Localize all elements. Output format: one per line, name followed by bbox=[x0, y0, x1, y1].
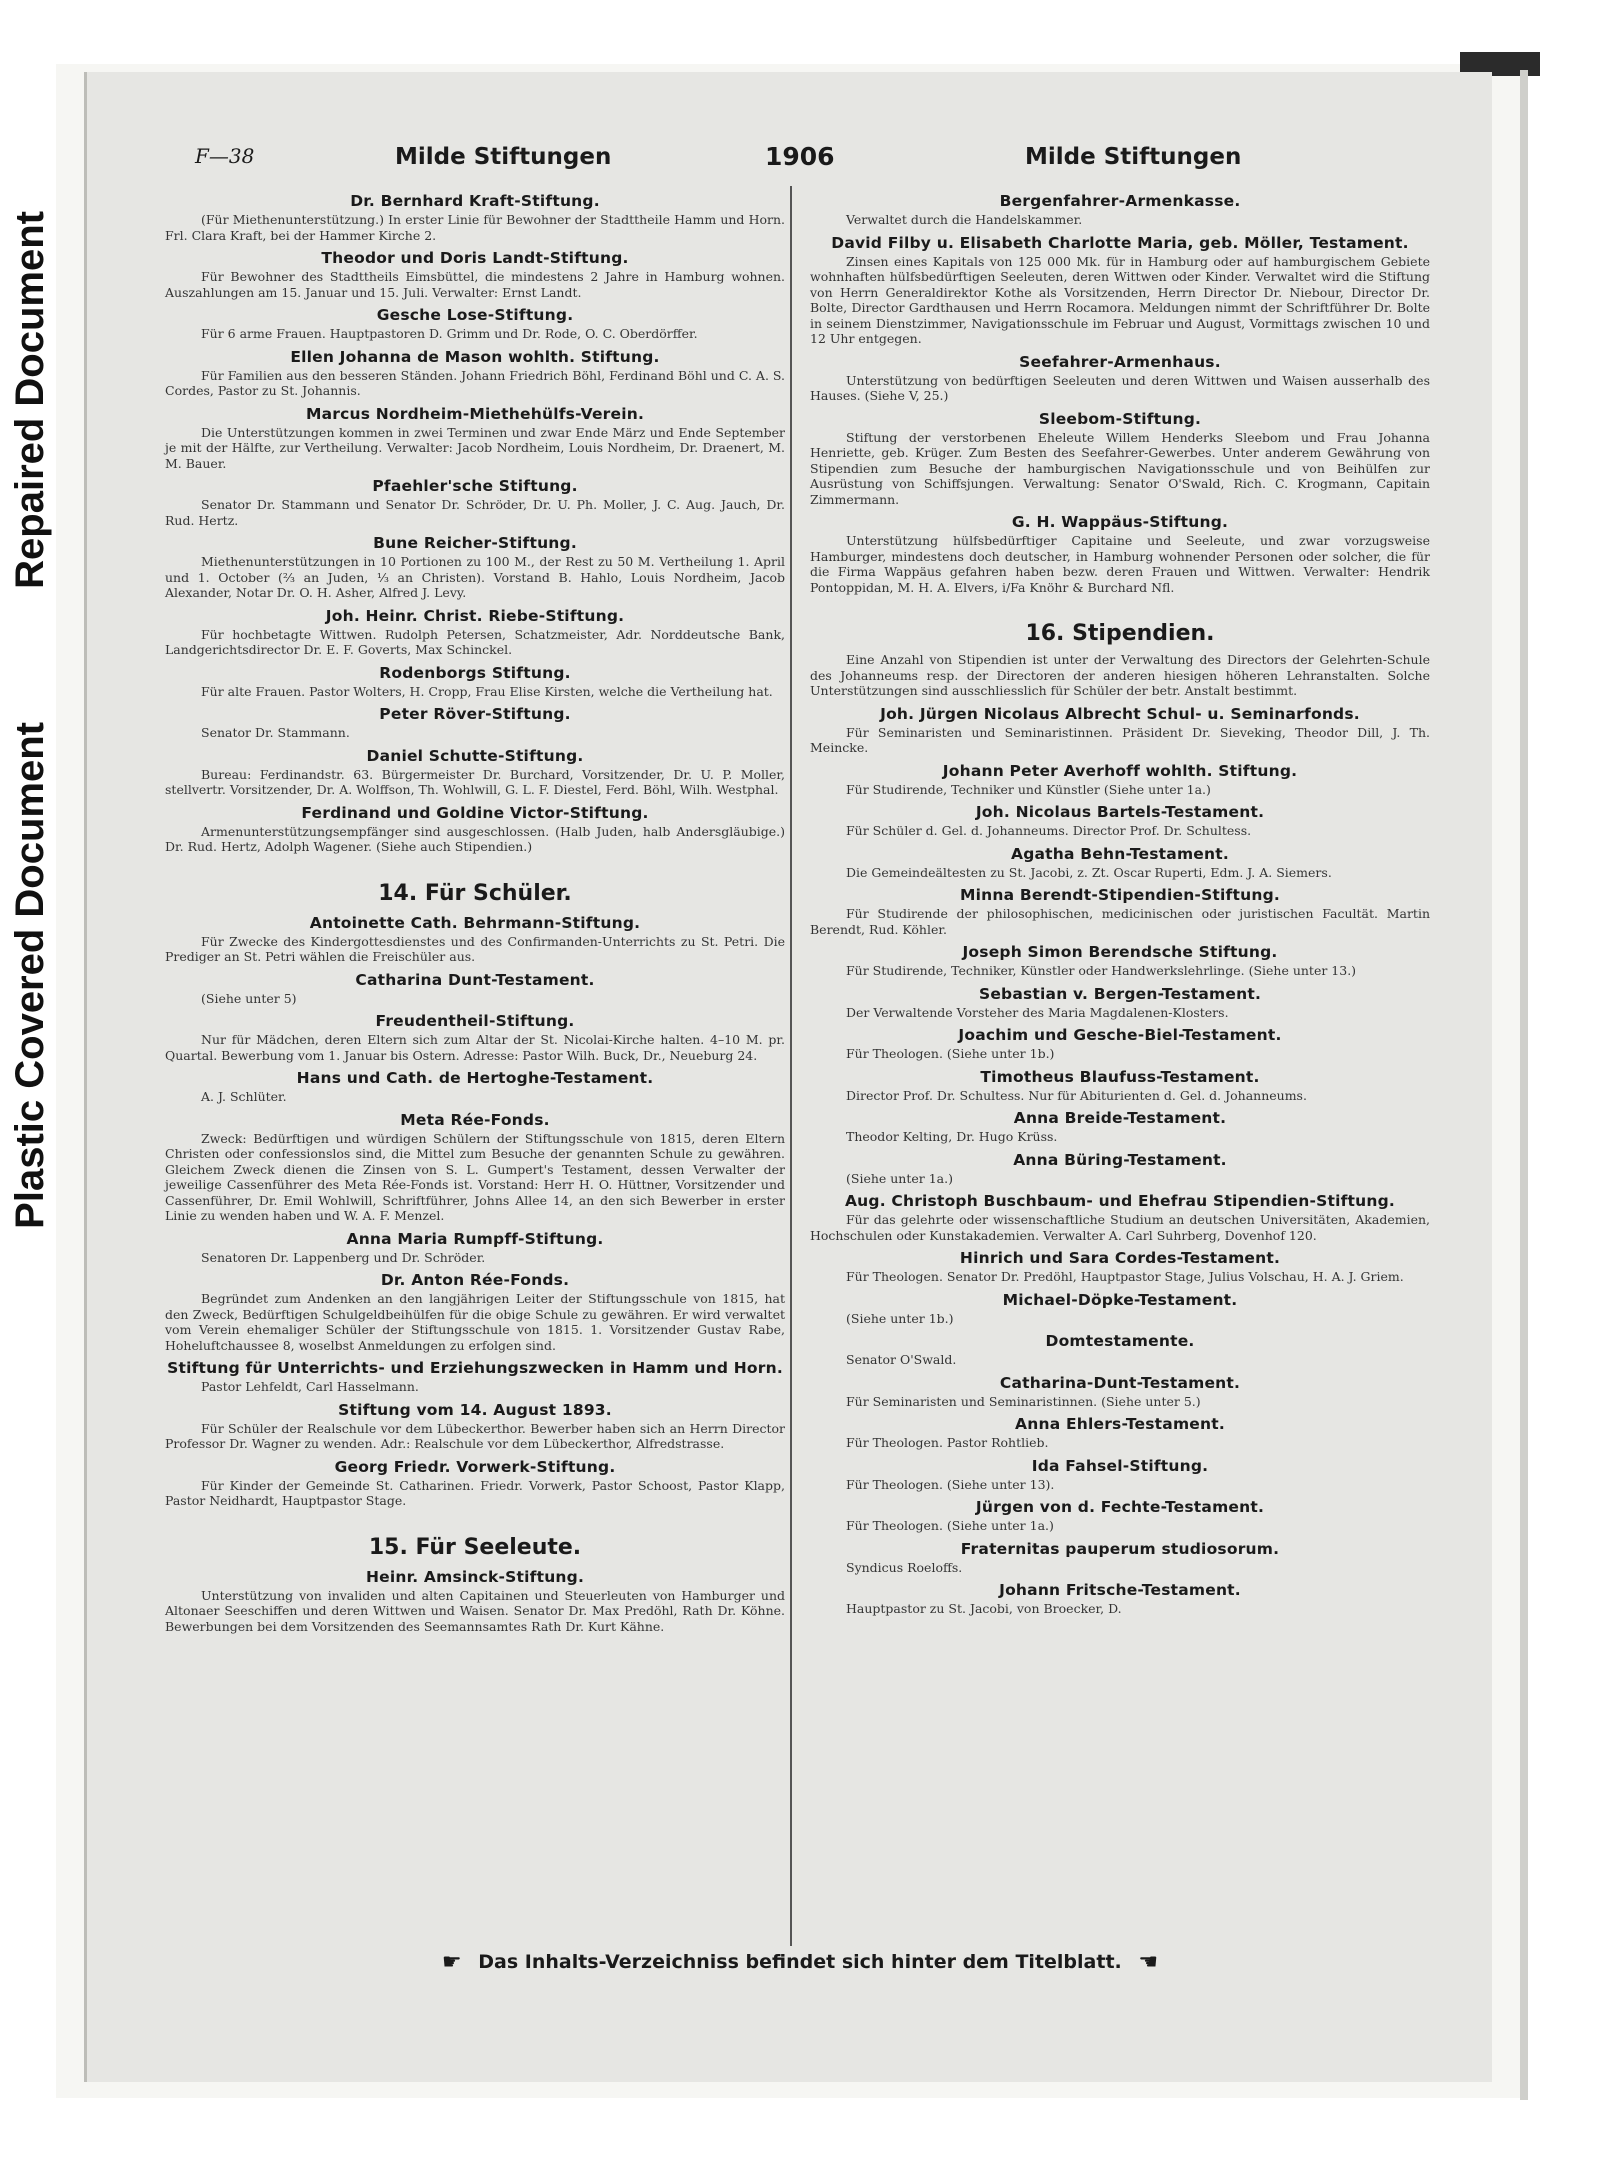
foundation-entry bbox=[810, 983, 1430, 1021]
right-entries-b bbox=[810, 703, 1430, 1617]
foundation-text: Die Unterstützungen kommen in zwei Terminen und zwar Ende März und Ende September je mit der Hälfte, zur Vertheilung. Verwalter: Jacob Nordheim, Louis Nordheim, Dr. Draenert, M. M. Bauer. bbox=[165, 424, 785, 471]
foundation-text: Senator O'Swald. bbox=[846, 1352, 957, 1367]
foundation-text: Bureau: Ferdinandstr. 63. Bürgermeister Dr. Burchard, Vorsitzender, Dr. U. P. Moller, stellvertr. Vorsitzender, Dr. A. Wolffson, Th. Wohlwill, G. L. F. Diestel, Ferd. Böhl, Wilh. Westphal. bbox=[165, 766, 785, 797]
foundation-title: G. H. Wappäus-Stiftung. bbox=[1011, 513, 1229, 531]
foundation-entry bbox=[810, 351, 1430, 404]
foundation-text: Begründet zum Andenken an den langjährigen Leiter der Stiftungsschule von 1815, hat den Zweck, Bedürftigen Schulgeldbeihülfen für die obige Schule zu gewähren. Er wird verwaltet vom Verein ehemaliger Schüler der Stiftungsschule von 1815. 1. Vorsitzender Gustav Rabe, Hoheluftchaussee 8, woselbst Anmeldungen zu erfolgen sind. bbox=[165, 1291, 785, 1353]
foundation-title: Antoinette Cath. Behrmann-Stiftung. bbox=[309, 913, 641, 932]
foundation-title: Dr. Anton Rée-Fonds. bbox=[380, 1271, 570, 1289]
foundation-text: Für Kinder der Gemeinde St. Catharinen. Friedr. Vorwerk, Pastor Schoost, Pastor Klapp, Pastor Neidhardt, Hauptpastor Stage. bbox=[165, 1477, 785, 1508]
foundation-entry bbox=[165, 1269, 785, 1353]
foundation-entry bbox=[165, 802, 785, 855]
foundation-title: Fraternitas pauperum studiosorum. bbox=[960, 1539, 1280, 1558]
foundation-text: Für Schüler d. Gel. d. Johanneums. Director Prof. Dr. Schultess. bbox=[846, 823, 1252, 838]
foundation-title: Catharina Dunt-Testament. bbox=[355, 970, 595, 989]
foundation-text: Theodor Kelting, Dr. Hugo Krüss. bbox=[846, 1129, 1058, 1144]
foundation-entry bbox=[810, 408, 1430, 508]
page-header bbox=[165, 140, 1425, 180]
foundation-text: Unterstützung von bedürftigen Seeleuten und deren Wittwen und Waisen ausserhalb des Hauses. (Siehe V, 25.) bbox=[810, 372, 1430, 403]
foundation-text: Für Theologen. (Siehe unter 1a.) bbox=[846, 1518, 1054, 1533]
foundation-title: Freudentheil-Stiftung. bbox=[375, 1012, 575, 1030]
foundation-entry bbox=[165, 1357, 785, 1395]
foundation-title: Bergenfahrer-Armenkasse. bbox=[999, 192, 1241, 210]
foundation-entry bbox=[810, 1247, 1430, 1285]
foundation-entry bbox=[810, 232, 1430, 347]
section-intro: Eine Anzahl von Stipendien ist unter der Verwaltung des Directors der Gelehrten-Schule des Johanneums resp. der Directoren der anderen hiesigen höheren Lehranstalten. Solche Unterstützungen sind ausschliesslich für Schüler der betr. Anstalt bestimmt. bbox=[810, 652, 1430, 698]
foundation-text: Senator Dr. Stammann und Senator Dr. Schröder, Dr. U. Ph. Moller, J. C. Aug. Jauch, Dr. Rud. Hertz. bbox=[165, 497, 785, 528]
foundation-entry bbox=[165, 403, 785, 472]
foundation-entry bbox=[165, 190, 785, 243]
foundation-title: David Filby u. Elisabeth Charlotte Maria, geb. Möller, Testament. bbox=[831, 233, 1409, 252]
foundation-text: Für Theologen. Senator Dr. Predöhl, Hauptpastor Stage, Julius Volschau, H. A. J. Griem. bbox=[846, 1269, 1404, 1284]
foundation-title: Georg Friedr. Vorwerk-Stiftung. bbox=[334, 1457, 616, 1476]
left-entries-a bbox=[165, 190, 785, 855]
foundation-text: Unterstützung hülfsbedürftiger Capitaine und Seeleute, und zwar vorzugsweise Hamburger, mindestens doch deutscher, in Hamburg wohnender Personen oder solcher, die für die Firma Wappäus gefahren haben bezw. deren Frauen und Wittwen. Verwalter: Hendrik Pontoppidan, M. H. A. Elvers, i/Fa Knöhr & Burchard Nfl. bbox=[810, 533, 1430, 595]
foundation-text: Der Verwaltende Vorsteher des Maria Magdalenen-Klosters. bbox=[846, 1004, 1229, 1020]
foundation-title: Aug. Christoph Buschbaum- und Ehefrau Stipendien-Stiftung. bbox=[844, 1192, 1396, 1210]
foundation-title: Hans und Cath. de Hertoghe-Testament. bbox=[296, 1069, 654, 1087]
foundation-text: (Siehe unter 5) bbox=[201, 990, 297, 1006]
foundation-text: Zinsen eines Kapitals von 125 000 Mk. für in Hamburg oder auf hamburgischem Gebiete wohnhaften hülfsbedürftigen Seeleuten, deren Wittwen oder Kinder. Verwaltet wird die Stiftung von Herrn Generaldirektor Kothe als Vorsitzenden, Herrn Director Dr. Niebour, Director Dr. Bolte, Director Gardthausen und Herrn Rocamora. Meldungen nimmt der Schriftführer Dr. Bolte in seinem Dienstzimmer, Navigationsschule im Februar und August, Vormittags zwischen 10 und 12 Uhr entgegen. bbox=[810, 253, 1430, 346]
foundation-entry bbox=[810, 511, 1430, 595]
foundation-title: Timotheus Blaufuss-Testament. bbox=[980, 1067, 1260, 1086]
foundation-title: Anna Ehlers-Testament. bbox=[1015, 1415, 1225, 1433]
foundation-text: (Siehe unter 1a.) bbox=[846, 1170, 953, 1186]
foundation-entry bbox=[810, 1455, 1430, 1493]
column-divider bbox=[790, 186, 792, 1946]
foundation-title: Joseph Simon Berendsche Stiftung. bbox=[962, 943, 1278, 961]
foundation-text: Für Studirende, Techniker und Künstler (Siehe unter 1a.) bbox=[846, 781, 1211, 797]
foundation-entry bbox=[165, 662, 785, 700]
foundation-text: Für alte Frauen. Pastor Wolters, H. Cropp, Frau Elise Kirsten, welche die Vertheilung hat. bbox=[201, 683, 773, 699]
foundation-title: Stiftung für Unterrichts- und Erziehungszwecken in Hamm und Horn. bbox=[167, 1359, 783, 1377]
foundation-title: Marcus Nordheim-Miethehülfs-Verein. bbox=[305, 404, 645, 423]
plastic-covered-label: Plastic Covered Document bbox=[0, 710, 60, 1240]
foundation-text: Hauptpastor zu St. Jacobi, von Broecker, D. bbox=[846, 1601, 1122, 1616]
year: 1906 bbox=[765, 142, 835, 171]
section-heading: 14. Für Schüler. bbox=[378, 880, 572, 906]
foundation-entry bbox=[165, 703, 785, 741]
foundation-entry bbox=[165, 1067, 785, 1105]
foundation-entry bbox=[810, 1024, 1430, 1062]
foundation-entry bbox=[810, 1066, 1430, 1104]
repaired-document-label: Repaired Document bbox=[0, 140, 60, 660]
foundation-entry bbox=[810, 1372, 1430, 1410]
foundation-text: Nur für Mädchen, deren Eltern sich zum Altar der St. Nicolai-Kirche halten. 4–10 M. pr. Quartal. Bewerbung vom 1. Januar bis Ostern. Adresse: Pastor Wilh. Buck, Dr., Neueburg 24. bbox=[165, 1032, 785, 1063]
foundation-text: Syndicus Roeloffs. bbox=[846, 1559, 963, 1575]
foundation-entry bbox=[165, 346, 785, 399]
foundation-title: Gesche Lose-Stiftung. bbox=[376, 306, 574, 324]
foundation-title: Pfaehler'sche Stiftung. bbox=[372, 477, 578, 495]
section-heading: 15. Für Seeleute. bbox=[368, 1534, 582, 1560]
foundation-text: Für Theologen. Pastor Rohtlieb. bbox=[846, 1435, 1049, 1450]
foundation-text: Für Familien aus den besseren Ständen. Johann Friedrich Böhl, Ferdinand Böhl und C. A. S. Cordes, Pastor zu St. Johannis. bbox=[165, 367, 785, 398]
foundation-text: Senator Dr. Stammann. bbox=[201, 725, 350, 740]
foundation-entry bbox=[810, 843, 1430, 881]
foundation-title: Minna Berendt-Stipendien-Stiftung. bbox=[960, 886, 1280, 904]
foundation-title: Stiftung vom 14. August 1893. bbox=[338, 1400, 612, 1419]
foundation-entry bbox=[810, 1107, 1430, 1145]
foundation-text: Für Theologen. (Siehe unter 13). bbox=[846, 1476, 1055, 1492]
foundation-text: Verwaltet durch die Handelskammer. bbox=[846, 212, 1083, 227]
pointing-hand-right-icon: ☛ bbox=[441, 1950, 462, 1975]
foundation-entry bbox=[165, 532, 785, 601]
foundation-title: Johann Fritsche-Testament. bbox=[999, 1581, 1241, 1599]
foundation-entry bbox=[165, 912, 785, 965]
foundation-text: Für Studirende der philosophischen, medicinischen oder juristischen Facultät. Martin Berendt, Rud. Köhler. bbox=[810, 906, 1430, 937]
foundation-entry bbox=[810, 884, 1430, 937]
foundation-entry bbox=[165, 247, 785, 300]
right-column bbox=[810, 190, 1430, 1621]
foundation-text: (Siehe unter 1b.) bbox=[846, 1310, 954, 1326]
page-number: F—38 bbox=[195, 144, 255, 168]
foundation-text: Für das gelehrte oder wissenschaftliche Studium an deutschen Universitäten, Akademien, Hochschulen oder Kunstakademien. Verwalter A. Carl Suhrberg, Dovenhof 120. bbox=[810, 1212, 1430, 1243]
foundation-entry bbox=[810, 1149, 1430, 1187]
foundation-title: Jürgen von d. Fechte-Testament. bbox=[975, 1498, 1265, 1516]
foundation-entry bbox=[810, 703, 1430, 756]
foundation-text: (Für Miethenunterstützung.) In erster Linie für Bewohner der Stadttheile Hamm und Horn. Frl. Clara Kraft, bei der Hammer Kirche 2. bbox=[165, 212, 785, 243]
foundation-entry bbox=[810, 1579, 1430, 1617]
foundation-title: Dr. Bernhard Kraft-Stiftung. bbox=[350, 192, 600, 210]
running-title-left: Milde Stiftungen bbox=[395, 144, 612, 170]
foundation-entry bbox=[165, 605, 785, 658]
foundation-text: Für hochbetagte Wittwen. Rudolph Petersen, Schatzmeister, Adr. Norddeutsche Bank, Landgerichtsdirector Dr. E. F. Goverts, Max Schinckel. bbox=[165, 626, 785, 657]
foundation-title: Hinrich und Sara Cordes-Testament. bbox=[959, 1249, 1281, 1267]
foundation-text: Für Seminaristen und Seminaristinnen. Präsident Dr. Sieveking, Theodor Dill, J. Th. Meincke. bbox=[810, 724, 1430, 755]
foundation-entry bbox=[165, 304, 785, 342]
foundation-text: Für Studirende, Techniker, Künstler oder Handwerkslehrlinge. (Siehe unter 13.) bbox=[846, 963, 1357, 978]
foundation-title: Ida Fahsel-Stiftung. bbox=[1031, 1456, 1209, 1475]
right-entries-a bbox=[810, 190, 1430, 595]
foundation-text: Für Bewohner des Stadttheils Eimsbüttel, die mindestens 2 Jahre in Hamburg wohnen. Auszahlungen am 15. Januar und 15. Juli. Verwalter: Ernst Landt. bbox=[165, 269, 785, 300]
foundation-title: Bune Reicher-Stiftung. bbox=[373, 534, 577, 552]
foundation-title: Heinr. Amsinck-Stiftung. bbox=[365, 1567, 585, 1586]
foundation-entry bbox=[810, 1289, 1430, 1327]
foundation-text: Für Schüler der Realschule vor dem Lübeckerthor. Bewerber haben sich an Herrn Director Professor Dr. Wagner zu wenden. Adr.: Realschule vor dem Lübeckerthor, Alfredstrasse. bbox=[165, 1420, 785, 1451]
foundation-text: Für Zwecke des Kindergottesdienstes und des Confirmanden-Unterrichts zu St. Petri. Die Prediger an St. Petri wählen die Freischüler aus. bbox=[165, 933, 785, 964]
foundation-entry bbox=[165, 745, 785, 798]
foundation-text: Senatoren Dr. Lappenberg und Dr. Schröder. bbox=[201, 1249, 486, 1265]
foundation-title: Daniel Schutte-Stiftung. bbox=[366, 746, 584, 765]
foundation-entry bbox=[810, 941, 1430, 979]
foundation-text: A. J. Schlüter. bbox=[201, 1089, 287, 1104]
foundation-entry bbox=[165, 475, 785, 528]
foundation-title: Seefahrer-Armenhaus. bbox=[1019, 352, 1221, 371]
foundation-text: Die Gemeindeältesten zu St. Jacobi, z. Zt. Oscar Ruperti, Edm. J. A. Siemers. bbox=[846, 864, 1332, 880]
foundation-title: Meta Rée-Fonds. bbox=[400, 1110, 550, 1129]
foundation-title: Joh. Nicolaus Bartels-Testament. bbox=[975, 803, 1265, 821]
foundation-entry bbox=[810, 1496, 1430, 1534]
foundation-entry bbox=[810, 1538, 1430, 1576]
foundation-title: Joachim und Gesche-Biel-Testament. bbox=[958, 1026, 1282, 1044]
foundation-title: Catharina-Dunt-Testament. bbox=[999, 1373, 1241, 1392]
foundation-entry bbox=[810, 1413, 1430, 1451]
foundation-entry bbox=[810, 1330, 1430, 1368]
foundation-text: Miethenunterstützungen in 10 Portionen zu 100 M., der Rest zu 50 M. Vertheilung 1. April und 1. October (⅔ an Juden, ⅓ an Christen). Vorstand B. Hahlo, Louis Nordheim, Jacob Alexander, Notar Dr. O. H. Asher, Alfred J. Levy. bbox=[165, 554, 785, 600]
foundation-title: Domtestamente. bbox=[1045, 1332, 1195, 1350]
footer-text: Das Inhalts-Verzeichniss befindet sich hinter dem Titelblatt. bbox=[478, 1951, 1122, 1973]
foundation-title: Anna Büring-Testament. bbox=[1013, 1150, 1227, 1169]
left-entries-c bbox=[165, 1566, 785, 1635]
page-edge bbox=[1520, 70, 1528, 2100]
foundation-entry bbox=[165, 1399, 785, 1452]
foundation-text: Für Seminaristen und Seminaristinnen. (Siehe unter 5.) bbox=[846, 1393, 1201, 1409]
foundation-title: Anna Breide-Testament. bbox=[1013, 1109, 1227, 1127]
section-heading: 16. Stipendien. bbox=[1025, 621, 1215, 646]
foundation-title: Sebastian v. Bergen-Testament. bbox=[978, 984, 1262, 1003]
foundation-title: Anna Maria Rumpff-Stiftung. bbox=[346, 1229, 604, 1248]
foundation-text: Pastor Lehfeldt, Carl Hasselmann. bbox=[201, 1379, 419, 1394]
foundation-title: Michael-Döpke-Testament. bbox=[1002, 1290, 1238, 1309]
foundation-title: Johann Peter Averhoff wohlth. Stiftung. bbox=[942, 761, 1298, 780]
pointing-hand-left-icon: ☚ bbox=[1138, 1950, 1159, 1975]
footer-note bbox=[410, 1950, 1190, 1975]
left-column bbox=[165, 190, 785, 1638]
foundation-title: Theodor und Doris Landt-Stiftung. bbox=[321, 249, 629, 267]
foundation-entry bbox=[165, 1228, 785, 1266]
foundation-entry bbox=[165, 1456, 785, 1509]
foundation-text: Für 6 arme Frauen. Hauptpastoren D. Grimm und Dr. Rode, O. C. Oberdörffer. bbox=[201, 326, 698, 341]
foundation-text: Zweck: Bedürftigen und würdigen Schülern der Stiftungsschule von 1815, deren Eltern Christen oder confessionslos sind, die Mittel zum Besuche der genannten Schule zu gewähren. Gleichem Zweck dienen die Zinsen von S. L. Gumpert's Testament, dessen Verwalter der jeweilige Cassenführer des Meta Rée-Fonds ist. Vorstand: Herr H. O. Hüttner, Vorsitzender und Cassenführer, Dr. Emil Wohlwill, Schriftführer, Johns Allee 14, an den sich Bewerber in erster Linie zu wenden haben und W. A. F. Menzel. bbox=[165, 1130, 785, 1223]
foundation-entry bbox=[165, 1010, 785, 1063]
foundation-title: Sleebom-Stiftung. bbox=[1038, 409, 1202, 428]
foundation-title: Peter Röver-Stiftung. bbox=[379, 705, 571, 723]
foundation-entry bbox=[810, 1190, 1430, 1243]
foundation-title: Joh. Heinr. Christ. Riebe-Stiftung. bbox=[325, 606, 625, 625]
foundation-entry bbox=[810, 760, 1430, 798]
foundation-text: Stiftung der verstorbenen Eheleute Willem Henderks Sleebom und Frau Johanna Henriette, geb. Krüger. Zum Besten des Seefahrer-Gewerbes. Unter anderem Gewährung von Stipendien zum Besuche der hamburgischen Navigationsschule und von Beihülfen zur Ausrüstung von Schiffsjungen. Verwaltung: Senator O'Swald, Rich. C. Krogmann, Capitain Zimmermann. bbox=[810, 429, 1430, 507]
foundation-title: Rodenborgs Stiftung. bbox=[379, 663, 571, 682]
foundation-entry bbox=[165, 969, 785, 1007]
foundation-entry bbox=[810, 190, 1430, 228]
foundation-entry bbox=[165, 1109, 785, 1224]
running-title-right: Milde Stiftungen bbox=[1025, 144, 1242, 170]
foundation-text: Für Theologen. (Siehe unter 1b.) bbox=[846, 1046, 1055, 1061]
foundation-title: Joh. Jürgen Nicolaus Albrecht Schul- u. Seminarfonds. bbox=[880, 704, 1360, 723]
left-entries-b bbox=[165, 912, 785, 1509]
foundation-entry bbox=[165, 1566, 785, 1635]
foundation-title: Ellen Johanna de Mason wohlth. Stiftung. bbox=[290, 347, 660, 366]
foundation-title: Ferdinand und Goldine Victor-Stiftung. bbox=[301, 803, 649, 822]
foundation-entry bbox=[810, 801, 1430, 839]
foundation-text: Unterstützung von invaliden und alten Capitainen und Steuerleuten von Hamburger und Altonaer Seeschiffen und deren Wittwen und Waisen. Senator Dr. Max Predöhl, Rath Dr. Köhne. Bewerbungen bei dem Vorsitzenden des Seemannsamtes Rath Dr. Kurt Kähne. bbox=[165, 1587, 785, 1634]
foundation-text: Director Prof. Dr. Schultess. Nur für Abiturienten d. Gel. d. Johanneums. bbox=[846, 1087, 1307, 1103]
foundation-text: Armenunterstützungsempfänger sind ausgeschlossen. (Halb Juden, halb Andersgläubige.) Dr. Rud. Hertz, Adolph Wagener. (Siehe auch Stipendien.) bbox=[165, 823, 785, 854]
foundation-title: Agatha Behn-Testament. bbox=[1011, 844, 1229, 863]
